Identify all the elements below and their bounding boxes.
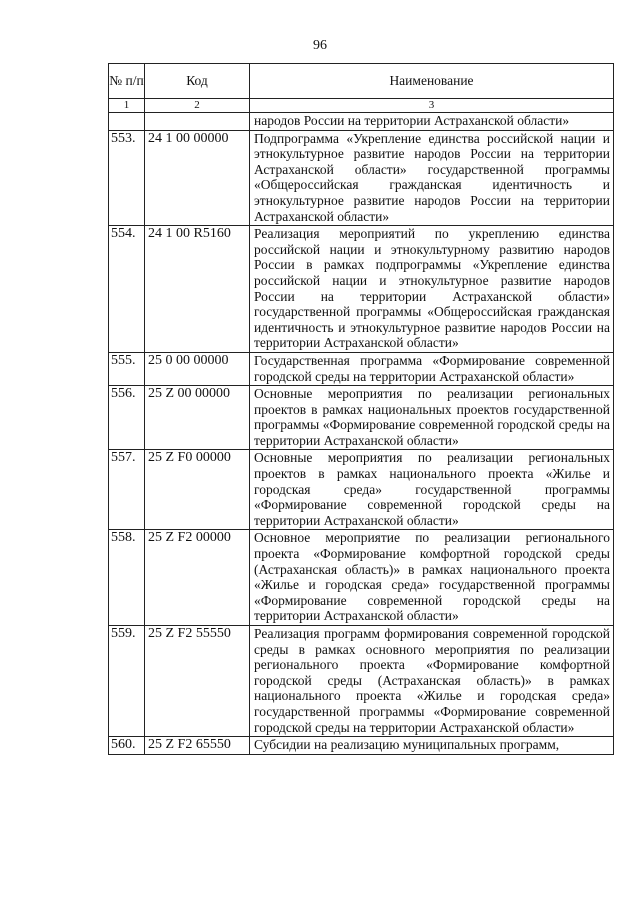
row-number: 559. (109, 626, 145, 737)
row-code: 25 0 00 00000 (145, 352, 250, 385)
row-name: Подпрограмма «Укрепление единства российской нации и этнокультурное развитие народов России на территории Астраханской области» государственной программы «Общероссийская гражданская идентичность и этнокультурное развитие народов России на территории Астраханской области» (250, 130, 614, 226)
row-number: 558. (109, 530, 145, 626)
continuation-text: народов России на территории Астраханской области» (250, 113, 614, 131)
column-index: 2 (145, 99, 250, 113)
header-number: № п/п (109, 64, 145, 99)
column-index-row (109, 99, 614, 113)
row-name: Основное мероприятие по реализации регионального проекта «Формирование комфортной городской среды (Астраханская область)» в рамках национального проекта «Жилье и городская среда» государственной программы «Формирование современной городской среды на территории Астраханской области» (250, 530, 614, 626)
row-number: 560. (109, 737, 145, 755)
row-name: Основные мероприятия по реализации региональных проектов в рамках национальных проектов государственной программы «Формирование современной городской среды на территории Астраханской области» (250, 386, 614, 450)
table-row (109, 130, 614, 226)
row-code: 24 1 00 00000 (145, 130, 250, 226)
table-row (109, 226, 614, 353)
table-row (109, 352, 614, 385)
column-index: 1 (109, 99, 145, 113)
row-name: Субсидии на реализацию муниципальных программ, (250, 737, 614, 755)
row-number: 555. (109, 352, 145, 385)
row-number: 557. (109, 450, 145, 530)
row-code (145, 113, 250, 131)
row-code: 25 Z 00 00000 (145, 386, 250, 450)
continuation-row (109, 113, 614, 131)
row-name: Реализация мероприятий по укреплению единства российской нации и этнокультурному развитию народов России в рамках подпрограммы «Укрепление единства российской нации и этнокультурное развитие народов России на территории Астраханской области» государственной программы «Общероссийская гражданская идентичность и этнокультурное развитие народов России на территории Астраханской области» (250, 226, 614, 353)
header-code: Код (145, 64, 250, 99)
row-name: Государственная программа «Формирование современной городской среды на территории Астраханской области» (250, 352, 614, 385)
column-index: 3 (250, 99, 614, 113)
row-number: 554. (109, 226, 145, 353)
table-row (109, 626, 614, 737)
row-number (109, 113, 145, 131)
table-row (109, 386, 614, 450)
row-code: 25 Z F2 55550 (145, 626, 250, 737)
table-header-row (109, 64, 614, 99)
row-code: 24 1 00 R5160 (145, 226, 250, 353)
row-name: Основные мероприятия по реализации региональных проектов в рамках национального проекта «Жилье и городская среда» государственной программы «Формирование современной городской среды на территории Астраханской области» (250, 450, 614, 530)
table-row (109, 530, 614, 626)
budget-classification-table (108, 63, 614, 755)
row-code: 25 Z F0 00000 (145, 450, 250, 530)
page-number: 96 (313, 38, 327, 53)
row-number: 556. (109, 386, 145, 450)
row-code: 25 Z F2 00000 (145, 530, 250, 626)
header-name: Наименование (250, 64, 614, 99)
row-number: 553. (109, 130, 145, 226)
table-row (109, 737, 614, 755)
row-code: 25 Z F2 65550 (145, 737, 250, 755)
row-name: Реализация программ формирования современной городской среды в рамках основного мероприятия по реализации регионального проекта «Формирование комфортной городской среды (Астраханская область)» в рамках национального проекта «Жилье и городская среда» государственной программы «Формирование современной городской среды на территории Астраханской области» (250, 626, 614, 737)
table-row (109, 450, 614, 530)
